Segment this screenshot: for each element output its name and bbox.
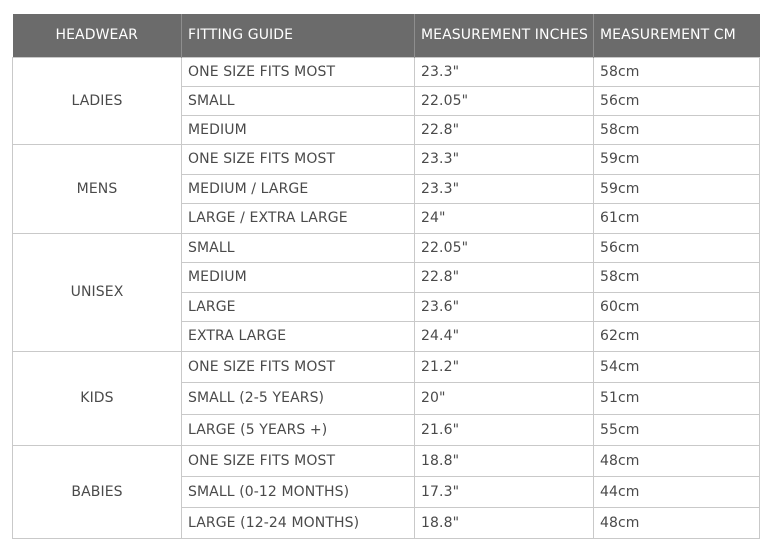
cm-cell: 51cm	[594, 382, 760, 414]
fitting-guide-cell: LARGE (12-24 MONTHS)	[182, 507, 415, 538]
headwear-group-cell: MENS	[13, 144, 182, 233]
cm-cell: 62cm	[594, 321, 760, 351]
size-table	[12, 14, 760, 539]
fitting-guide-cell: LARGE (5 YEARS +)	[182, 414, 415, 445]
table-row	[13, 445, 760, 476]
table-header-row	[13, 14, 760, 57]
cm-cell: 58cm	[594, 57, 760, 86]
size-guide	[12, 14, 760, 539]
table-row	[13, 351, 760, 382]
fitting-guide-cell: MEDIUM	[182, 262, 415, 292]
headwear-group-cell: KIDS	[13, 351, 182, 445]
inches-cell: 21.2"	[415, 351, 594, 382]
inches-cell: 23.3"	[415, 57, 594, 86]
inches-cell: 24.4"	[415, 321, 594, 351]
headwear-group-cell: UNISEX	[13, 233, 182, 351]
cm-cell: 56cm	[594, 233, 760, 262]
cm-cell: 56cm	[594, 86, 760, 115]
fitting-guide-cell: SMALL (0-12 MONTHS)	[182, 476, 415, 507]
headwear-group-cell: LADIES	[13, 57, 182, 144]
table-row	[13, 144, 760, 174]
cm-cell: 48cm	[594, 507, 760, 538]
cm-cell: 58cm	[594, 115, 760, 144]
fitting-guide-cell: SMALL (2-5 YEARS)	[182, 382, 415, 414]
inches-cell: 21.6"	[415, 414, 594, 445]
cm-cell: 60cm	[594, 292, 760, 321]
fitting-guide-cell: SMALL	[182, 86, 415, 115]
inches-cell: 22.8"	[415, 262, 594, 292]
table-body	[13, 57, 760, 538]
inches-cell: 22.8"	[415, 115, 594, 144]
cm-cell: 59cm	[594, 174, 760, 203]
cm-cell: 54cm	[594, 351, 760, 382]
inches-cell: 23.6"	[415, 292, 594, 321]
fitting-guide-cell: LARGE / EXTRA LARGE	[182, 203, 415, 233]
cm-cell: 59cm	[594, 144, 760, 174]
headwear-group-cell: BABIES	[13, 445, 182, 538]
cm-cell: 44cm	[594, 476, 760, 507]
header-fitting-guide: FITTING GUIDE	[182, 14, 415, 57]
inches-cell: 22.05"	[415, 86, 594, 115]
header-measurement-inches: MEASUREMENT INCHES	[415, 14, 594, 57]
fitting-guide-cell: EXTRA LARGE	[182, 321, 415, 351]
cm-cell: 58cm	[594, 262, 760, 292]
inches-cell: 20"	[415, 382, 594, 414]
fitting-guide-cell: MEDIUM	[182, 115, 415, 144]
inches-cell: 18.8"	[415, 445, 594, 476]
table-row	[13, 233, 760, 262]
inches-cell: 18.8"	[415, 507, 594, 538]
header-measurement-cm: MEASUREMENT CM	[594, 14, 760, 57]
header-headwear: HEADWEAR	[13, 14, 182, 57]
inches-cell: 23.3"	[415, 174, 594, 203]
inches-cell: 24"	[415, 203, 594, 233]
fitting-guide-cell: ONE SIZE FITS MOST	[182, 445, 415, 476]
fitting-guide-cell: SMALL	[182, 233, 415, 262]
cm-cell: 61cm	[594, 203, 760, 233]
fitting-guide-cell: ONE SIZE FITS MOST	[182, 57, 415, 86]
inches-cell: 22.05"	[415, 233, 594, 262]
fitting-guide-cell: MEDIUM / LARGE	[182, 174, 415, 203]
fitting-guide-cell: ONE SIZE FITS MOST	[182, 351, 415, 382]
inches-cell: 17.3"	[415, 476, 594, 507]
fitting-guide-cell: LARGE	[182, 292, 415, 321]
cm-cell: 55cm	[594, 414, 760, 445]
table-row	[13, 57, 760, 86]
fitting-guide-cell: ONE SIZE FITS MOST	[182, 144, 415, 174]
inches-cell: 23.3"	[415, 144, 594, 174]
cm-cell: 48cm	[594, 445, 760, 476]
